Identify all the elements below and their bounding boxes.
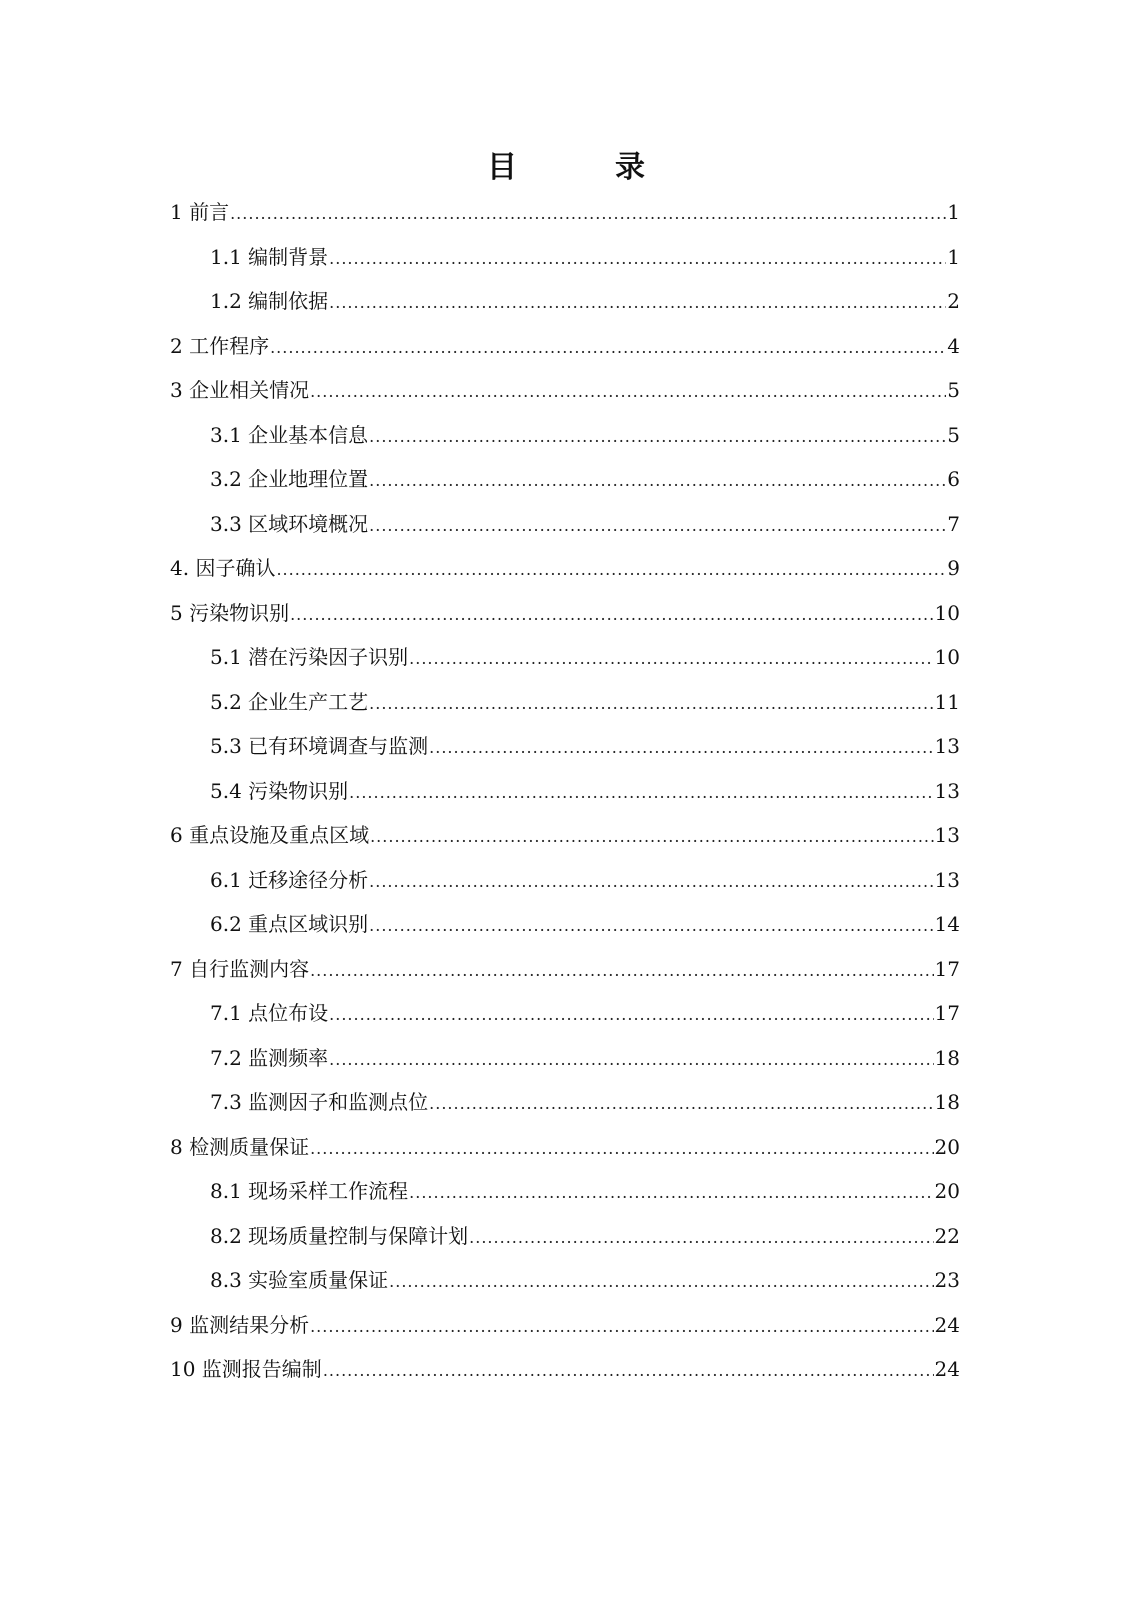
toc-dot-leader [409,637,933,682]
toc-page-number: 17 [934,1001,960,1025]
toc-dot-leader [323,1349,934,1394]
toc-entry-26[interactable] [170,1303,960,1348]
table-of-contents [170,190,960,1392]
toc-page-number: 17 [934,956,960,981]
toc-entry-label: 3.3 区域环境概况 [210,511,369,536]
toc-entry-label: 6 重点设施及重点区域 [170,823,370,847]
toc-dot-leader [389,1260,933,1305]
toc-dot-leader [429,726,933,771]
toc-dot-leader [276,548,946,593]
toc-dot-leader [369,504,946,549]
toc-entry-15[interactable] [170,813,960,858]
toc-dot-leader [270,326,946,371]
toc-entry-1[interactable] [170,190,960,235]
toc-page-number: 6 [947,467,960,491]
toc-entry-7[interactable] [170,457,960,502]
toc-entry-label: 8.2 现场质量控制与保障计划 [210,1223,469,1248]
toc-page-number: 4 [947,333,960,358]
toc-entry-12[interactable] [170,680,960,725]
toc-dot-leader [310,370,946,415]
toc-dot-leader [369,415,946,460]
toc-page-number: 13 [934,734,960,758]
toc-page-number: 18 [934,1045,960,1070]
toc-entry-label: 10 监测报告编制 [170,1357,322,1381]
toc-entry-13[interactable] [170,724,960,769]
toc-dot-leader [230,192,946,237]
toc-entry-4[interactable] [170,324,960,369]
toc-dot-leader [469,1216,933,1261]
toc-entry-14[interactable] [170,769,960,814]
toc-entry-9[interactable] [170,546,960,591]
toc-entry-8[interactable] [170,502,960,547]
toc-entry-label: 5.1 潜在污染因子识别 [210,645,409,669]
toc-page-number: 20 [934,1134,960,1159]
toc-page-number: 13 [934,823,960,847]
toc-entry-18[interactable] [170,947,960,992]
toc-entry-label: 9 监测结果分析 [170,1312,310,1337]
toc-page-number: 20 [934,1179,960,1203]
toc-page-number: 11 [934,689,960,714]
toc-entry-3[interactable] [170,279,960,324]
toc-entry-27[interactable] [170,1347,960,1392]
toc-entry-label: 2 工作程序 [170,333,270,358]
toc-entry-label: 1.2 编制依据 [210,289,329,313]
toc-entry-25[interactable] [170,1258,960,1303]
toc-dot-leader [409,1171,933,1216]
toc-entry-label: 1.1 编制背景 [210,244,329,269]
toc-entry-11[interactable] [170,635,960,680]
toc-dot-leader [429,1082,933,1127]
toc-dot-leader [370,815,933,860]
toc-entry-label: 6.2 重点区域识别 [210,912,369,936]
toc-dot-leader [349,771,933,816]
toc-entry-label: 5.3 已有环境调查与监测 [210,734,429,758]
toc-entry-label: 7 自行监测内容 [170,956,310,981]
toc-page-number: 23 [934,1268,960,1292]
toc-dot-leader [329,993,933,1038]
toc-dot-leader [329,281,946,326]
toc-page-number: 5 [947,422,960,447]
toc-entry-label: 5.4 污染物识别 [210,778,349,803]
toc-entry-label: 7.2 监测频率 [210,1045,329,1070]
toc-page-number: 22 [934,1223,960,1248]
toc-entry-16[interactable] [170,858,960,903]
toc-entry-23[interactable] [170,1169,960,1214]
toc-page-number: 24 [934,1357,960,1381]
toc-entry-2[interactable] [170,235,960,280]
toc-entry-label: 4. 因子确认 [170,556,276,580]
toc-dot-leader [310,949,933,994]
toc-page-number: 13 [934,778,960,803]
toc-dot-leader [310,1305,933,1350]
toc-entry-5[interactable] [170,368,960,413]
toc-page-number: 10 [934,645,960,669]
toc-page-number: 7 [947,511,960,536]
page-title: 目 录 [487,150,679,185]
toc-dot-leader [369,904,933,949]
toc-entry-21[interactable] [170,1080,960,1125]
toc-entry-label: 8.1 现场采样工作流程 [210,1179,409,1203]
toc-page-number: 18 [934,1090,960,1114]
toc-dot-leader [290,593,933,638]
toc-page-number: 5 [947,378,960,402]
toc-entry-17[interactable] [170,902,960,947]
toc-page-number: 1 [947,200,960,224]
toc-entry-22[interactable] [170,1125,960,1170]
toc-entry-label: 6.1 迁移途径分析 [210,867,369,892]
toc-entry-label: 1 前言 [170,200,230,224]
toc-entry-label: 5.2 企业生产工艺 [210,689,369,714]
toc-dot-leader [369,459,946,504]
toc-entry-label: 3.1 企业基本信息 [210,422,369,447]
toc-page-number: 13 [934,867,960,892]
toc-entry-label: 7.1 点位布设 [210,1001,329,1025]
toc-page-number: 14 [934,912,960,936]
toc-page-number: 10 [934,600,960,625]
toc-entry-label: 3.2 企业地理位置 [210,467,369,491]
toc-entry-10[interactable] [170,591,960,636]
toc-entry-label: 8 检测质量保证 [170,1134,310,1159]
toc-entry-19[interactable] [170,991,960,1036]
toc-dot-leader [369,860,933,905]
toc-dot-leader [329,1038,933,1083]
toc-dot-leader [329,237,946,282]
toc-dot-leader [369,682,933,727]
toc-entry-label: 7.3 监测因子和监测点位 [210,1090,429,1114]
toc-dot-leader [310,1127,933,1172]
toc-page-number: 9 [947,556,960,580]
toc-page-number: 24 [934,1312,960,1337]
toc-page-number: 1 [947,244,960,269]
toc-entry-label: 8.3 实验室质量保证 [210,1268,389,1292]
toc-entry-24[interactable] [170,1214,960,1259]
toc-entry-label: 3 企业相关情况 [170,378,310,402]
toc-entry-label: 5 污染物识别 [170,600,290,625]
toc-entry-6[interactable] [170,413,960,458]
toc-page-number: 2 [947,289,960,313]
toc-entry-20[interactable] [170,1036,960,1081]
